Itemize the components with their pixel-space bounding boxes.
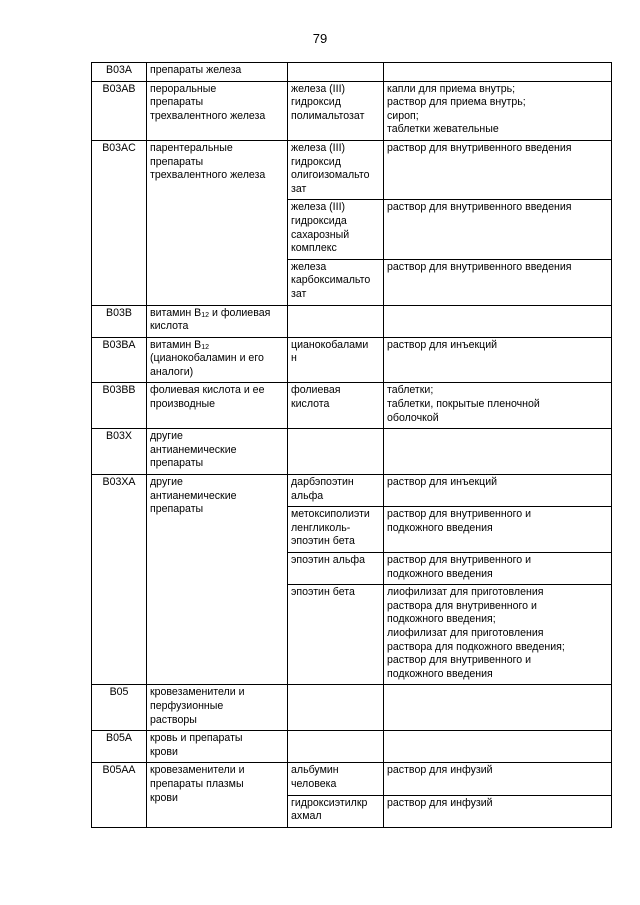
atc-group-name-line: другие xyxy=(150,430,183,443)
atc-group-name-line xyxy=(150,339,284,353)
atc-group-name-line: парентеральные xyxy=(150,141,233,154)
drug-name-line: метоксиполиэти xyxy=(291,508,370,521)
atc-group-name xyxy=(147,685,288,731)
atc-group-name-line: крови xyxy=(150,745,178,758)
drug-name-line: альфа xyxy=(291,489,324,502)
dosage-forms-line: капли для приема внутрь; xyxy=(387,82,516,95)
atc-code: B03AB xyxy=(92,81,147,140)
atc-code: B03BA xyxy=(92,337,147,383)
atc-code: B05AA xyxy=(92,763,147,827)
atc-group-name xyxy=(147,81,288,140)
dosage-forms xyxy=(384,81,612,140)
atc-group-name-line: другие xyxy=(150,476,183,489)
table-row xyxy=(92,140,612,199)
drug-name xyxy=(288,685,384,731)
dosage-forms xyxy=(384,383,612,429)
dosage-forms-line: раствора для подкожного введения; xyxy=(387,640,565,653)
drug-name-line: сахарозный xyxy=(291,228,350,241)
table-row xyxy=(92,685,612,731)
atc-code: B03XA xyxy=(92,475,147,685)
atc-code: B05A xyxy=(92,731,147,763)
atc-group-name-line: кровезаменители и xyxy=(150,764,245,777)
dosage-forms-line: подкожного введения xyxy=(387,521,493,534)
drug-name-line: фолиевая xyxy=(291,384,341,397)
atc-group-name-line: препараты xyxy=(150,503,204,516)
drug-name-line: цианокобалами xyxy=(291,338,369,351)
atc-group-name-line xyxy=(150,307,284,321)
atc-group-name-line: аналоги) xyxy=(150,365,194,378)
drug-name-line: зат xyxy=(291,182,307,195)
drug-name xyxy=(288,585,384,685)
dosage-forms-line: раствор для внутривенного введения xyxy=(387,141,572,154)
drug-name xyxy=(288,259,384,305)
drug-name xyxy=(288,731,384,763)
drug-name xyxy=(288,475,384,507)
table-row xyxy=(92,337,612,383)
atc-group-name-line: антианемические xyxy=(150,489,237,502)
drug-name xyxy=(288,305,384,337)
drug-name-line: эпоэтин бета xyxy=(291,535,355,548)
dosage-forms xyxy=(384,685,612,731)
drug-name-line: гидроксиэтилкр xyxy=(291,796,368,809)
drug-name-line: железа xyxy=(291,260,327,273)
dosage-forms-line: подкожного введения; xyxy=(387,613,496,626)
dosage-forms-line: раствора для внутривенного и xyxy=(387,599,537,612)
drug-name-line: железа (III) xyxy=(291,141,346,154)
dosage-forms-line: раствор для инъекций xyxy=(387,338,498,351)
dosage-forms xyxy=(384,429,612,475)
table-row xyxy=(92,429,612,475)
dosage-forms xyxy=(384,795,612,827)
drug-name-line: железа (III) xyxy=(291,82,346,95)
dosage-forms-line: раствор для приема внутрь; xyxy=(387,96,526,109)
dosage-forms xyxy=(384,731,612,763)
atc-group-name-line: (цианокобаламин и его xyxy=(150,352,264,365)
drug-name-line: гидроксид xyxy=(291,96,341,109)
dosage-forms-line: раствор для внутривенного и xyxy=(387,654,532,667)
dosage-forms xyxy=(384,200,612,259)
drug-name-line: гидроксид xyxy=(291,155,341,168)
vitamin-subscript: 12 xyxy=(201,343,210,351)
drug-name-line: дарбэпоэтин xyxy=(291,476,354,489)
drug-name xyxy=(288,140,384,199)
dosage-forms-line: оболочкой xyxy=(387,411,439,424)
atc-group-name-line: препараты железа xyxy=(150,64,242,76)
dosage-forms-line: раствор для инъекций xyxy=(387,476,498,489)
drug-name-line: полимальтозат xyxy=(291,109,365,122)
dosage-forms-line: лиофилизат для приготовления xyxy=(387,586,544,599)
atc-group-name-line: антианемические xyxy=(150,443,237,456)
drug-name-line: карбоксимальто xyxy=(291,274,371,287)
atc-group-name xyxy=(147,763,288,827)
dosage-forms-line: лиофилизат для приготовления xyxy=(387,626,544,639)
atc-group-name xyxy=(147,383,288,429)
dosage-forms-line: раствор для внутривенного введения xyxy=(387,201,572,214)
atc-group-name xyxy=(147,140,288,305)
atc-group-name-line: перфузионные xyxy=(150,699,224,712)
dosage-forms-line: таблетки, покрытые пленочной xyxy=(387,398,540,411)
drug-name xyxy=(288,795,384,827)
drug-name-line: олигоизомальто xyxy=(291,169,370,182)
table-row xyxy=(92,383,612,429)
drug-name-line: альбумин xyxy=(291,764,339,777)
dosage-forms-line: раствор для внутривенного введения xyxy=(387,260,572,273)
dosage-forms-line: раствор для инфузий xyxy=(387,796,493,809)
drug-name xyxy=(288,429,384,475)
drug-name-line: зат xyxy=(291,287,307,300)
atc-group-name-line: трехвалентного железа xyxy=(150,169,266,182)
drug-name xyxy=(288,337,384,383)
atc-group-name-line: препараты плазмы xyxy=(150,777,244,790)
dosage-forms-line: подкожного введения xyxy=(387,667,493,680)
dosage-forms-line: подкожного введения xyxy=(387,567,493,580)
atc-group-name-line: препараты xyxy=(150,96,204,109)
dosage-forms xyxy=(384,475,612,507)
dosage-forms xyxy=(384,585,612,685)
atc-group-name-line: препараты xyxy=(150,155,204,168)
drug-name-line: эпоэтин альфа xyxy=(291,554,365,566)
table-row xyxy=(92,763,612,795)
page-number: 79 xyxy=(312,31,328,46)
drug-name-line: ленгликоль- xyxy=(291,521,351,534)
dosage-forms xyxy=(384,507,612,553)
dosage-forms-line: раствор для внутривенного и xyxy=(387,554,532,566)
atc-group-name-line: пероральные xyxy=(150,82,217,95)
drug-name-line: человека xyxy=(291,777,337,790)
drug-name xyxy=(288,383,384,429)
drug-name-line: н xyxy=(291,352,297,365)
dosage-forms-line: раствор для внутривенного и xyxy=(387,508,532,521)
atc-group-name xyxy=(147,429,288,475)
dosage-forms xyxy=(384,305,612,337)
atc-code: B03A xyxy=(92,63,147,82)
atc-group-name-line: растворы xyxy=(150,713,197,726)
drug-name-line: эпоэтин бета xyxy=(291,586,355,599)
vitamin-label: витамин B xyxy=(150,306,202,319)
atc-group-name-line: кровезаменители и xyxy=(150,686,245,699)
atc-group-name-line: крови xyxy=(150,791,178,804)
table-row xyxy=(92,81,612,140)
dosage-forms-line: раствор для инфузий xyxy=(387,764,493,777)
drug-name xyxy=(288,200,384,259)
atc-group-name-line: кровь и препараты xyxy=(150,732,243,745)
atc-group-name xyxy=(147,731,288,763)
drug-name xyxy=(288,553,384,585)
drug-name xyxy=(288,63,384,82)
atc-group-name-line: трехвалентного железа xyxy=(150,109,266,122)
drug-name xyxy=(288,763,384,795)
vitamin-suffix: и фолиевая xyxy=(209,306,271,319)
dosage-forms xyxy=(384,553,612,585)
dosage-forms-line: сироп; xyxy=(387,109,419,122)
table-row xyxy=(92,475,612,507)
drug-name-line: кислота xyxy=(291,398,330,411)
vitamin-subscript: 12 xyxy=(201,311,210,319)
atc-group-name-line: производные xyxy=(150,398,216,411)
atc-group-name-line: кислота xyxy=(150,320,189,333)
atc-group-name xyxy=(147,63,288,82)
atc-group-name-line: препараты xyxy=(150,457,204,470)
dosage-forms-line: таблетки жевательные xyxy=(387,123,499,136)
drug-name-line: железа (III) xyxy=(291,201,346,214)
dosage-forms xyxy=(384,763,612,795)
dosage-forms xyxy=(384,63,612,82)
atc-code: B03AC xyxy=(92,140,147,305)
dosage-forms-line: таблетки; xyxy=(387,384,434,397)
vitamin-label: витамин B xyxy=(150,338,202,351)
table-row xyxy=(92,305,612,337)
drug-name xyxy=(288,81,384,140)
dosage-forms xyxy=(384,259,612,305)
drug-name-line: гидроксида xyxy=(291,214,347,227)
atc-code: B03X xyxy=(92,429,147,475)
table-row xyxy=(92,63,612,82)
drug-name-line: ахмал xyxy=(291,810,322,823)
drug-classification-table xyxy=(91,62,612,828)
atc-group-name xyxy=(147,305,288,337)
atc-code: B05 xyxy=(92,685,147,731)
atc-group-name xyxy=(147,475,288,685)
drug-name-line: комплекс xyxy=(291,242,337,255)
dosage-forms xyxy=(384,140,612,199)
atc-group-name xyxy=(147,337,288,383)
dosage-forms xyxy=(384,337,612,383)
drug-name xyxy=(288,507,384,553)
atc-code: B03BB xyxy=(92,383,147,429)
atc-code: B03B xyxy=(92,305,147,337)
atc-group-name-line: фолиевая кислота и ее xyxy=(150,384,265,397)
table-row xyxy=(92,731,612,763)
